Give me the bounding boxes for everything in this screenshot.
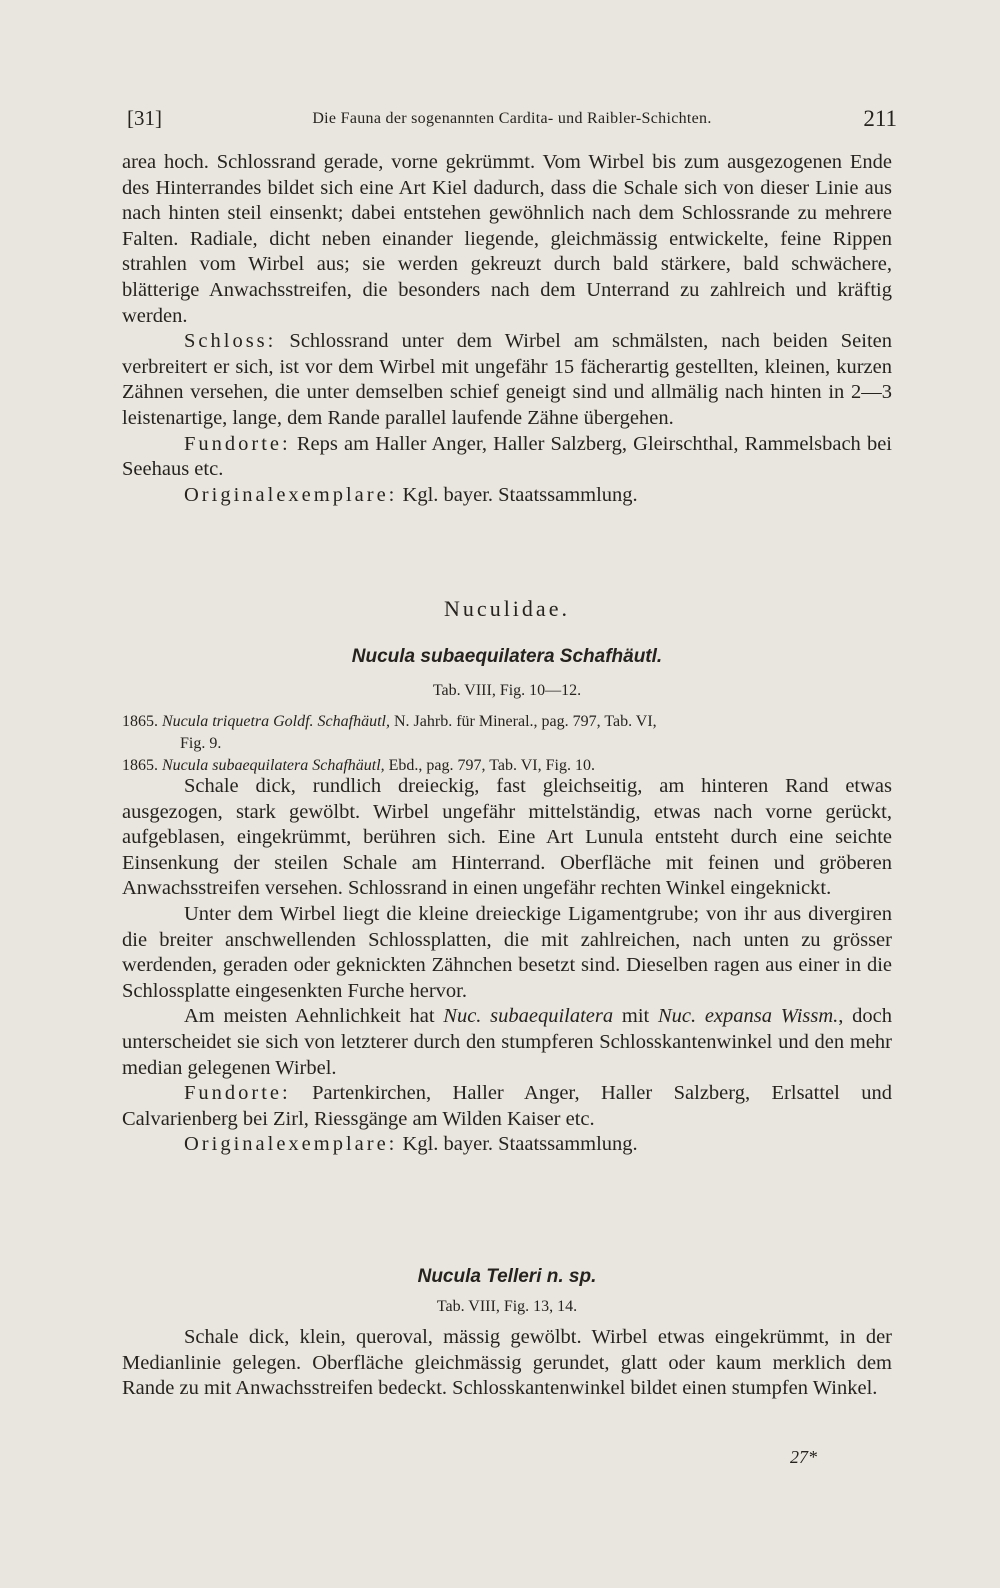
taxon-name: Nuc. expansa Wissm.	[657, 1005, 839, 1028]
paragraph-species1-hinge: Unter dem Wirbel liegt die kleine dreieckige Ligamentgrube; von ihr aus divergiren die breiter anschwellenden Schlossplatten, die mit zahlreichen, nach unten zu grösser werdenden, geraden oder geknickten Zähnchen besetzt sind. Dieselben ragen aus einer in die Schlossplatte eingesenkten Furche hervor.	[122, 902, 892, 1002]
body-text-top	[122, 150, 892, 508]
plate-reference-1: Tab. VIII, Fig. 10—12.	[432, 682, 582, 699]
text-schloss: Schlossrand unter dem Wirbel am schmälsten, nach beiden Seiten verbreitert er sich, ist vor dem Wirbel mit ungefähr 15 fächerartig gestellten, kleinen, kurzen Zähnen versehen, die unter demselben schief geneigt sind und allmälig nach hinten in 2—3 leistenartige, lange, dem Rande parallel laufende Zähne übergehen.	[122, 330, 892, 429]
synonymy-entry-2	[122, 756, 892, 776]
species-title-telleri: Nucula Telleri n. sp.	[417, 1266, 597, 1287]
paragraph-species2-description: Schale dick, klein, queroval, mässig gewölbt. Wirbel etwas eingekrümmt, in der Medianlinie gelegen. Oberfläche gleichmässig gerundet, glatt oder kaum merklich dem Rande zu mit Anwachsstreifen bedeckt. Schlosskantenwinkel bildet einen stumpfen Winkel.	[122, 1326, 892, 1400]
page-number: 211	[863, 106, 897, 131]
paragraph-species1-shell: Schale dick, rundlich dreieckig, fast gleichseitig, am hinteren Rand etwas ausgezogen, stark gewölbt. Wirbel ungefähr mittelständig, etwas nach vorne gerückt, aufgeblasen, eingekrümmt, berühren sich. Eine Art Lunula entsteht durch eine seichte Einsenkung der steilen Schale am Hinterrand. Oberfläche mit feinen und gröberen Anwachsstreifen versehen. Schlossrand in einen ungefähr rechten Winkel eingeknickt.	[122, 775, 892, 900]
paragraph-species1-originalexemplare	[122, 1132, 892, 1158]
text-originalexemplare: Kgl. bayer. Staatssammlung.	[397, 1133, 638, 1156]
paragraph-schloss	[122, 329, 892, 431]
body-text-species1	[122, 774, 892, 1158]
synonymy-year: 1865.	[122, 713, 158, 730]
printer-signature-mark: 27*	[790, 1447, 817, 1467]
label-fundorte: Fundorte:	[184, 1082, 291, 1105]
label-fundorte: Fundorte:	[184, 432, 291, 455]
comparison-text-a: Am meisten Aehnlichkeit hat	[184, 1005, 444, 1028]
paragraph-fundorte	[122, 432, 892, 483]
synonymy-entry-1	[122, 712, 892, 732]
label-originalexemplare: Originalexemplare:	[184, 1133, 398, 1156]
running-head-title: Die Fauna der sogenannten Cardita- und Raibler-Schichten.	[312, 110, 712, 127]
text-fundorte: Reps am Haller Anger, Haller Salzberg, Gleirschthal, Rammelsbach bei Seehaus etc.	[122, 432, 892, 481]
synonymy-name: Nucula triquetra Goldf. Schafhäutl,	[162, 713, 390, 730]
paragraph-species1-comparison	[122, 1004, 892, 1081]
comparison-text-c: , doch unterscheidet sie sich von letzterer durch den stumpferen Schlosskantenwinkel und den mehr median gelegenen Wirbel.	[122, 1005, 892, 1079]
synonymy-list	[122, 712, 892, 778]
synonymy-year: 1865.	[122, 757, 158, 774]
plate-reference-2: Tab. VIII, Fig. 13, 14.	[436, 1298, 578, 1315]
synonymy-reference: N. Jahrb. für Mineral., pag. 797, Tab. VI,	[390, 713, 657, 730]
body-text-species2	[122, 1325, 892, 1402]
label-schloss: Schloss:	[184, 330, 277, 353]
synonymy-reference: Ebd., pag. 797, Tab. VI, Fig. 10.	[384, 757, 595, 774]
synonymy-name: Nucula subaequilatera Schafhäutl,	[162, 757, 385, 774]
family-heading: Nuculidae.	[444, 596, 570, 621]
taxon-name: Nuc. subaequilatera	[443, 1005, 614, 1028]
species-title-subaequilatera: Nucula subaequilatera Schafhäutl.	[351, 646, 663, 667]
paragraph-originalexemplare	[122, 483, 892, 509]
comparison-text-b: mit	[613, 1005, 658, 1028]
paragraph-description-continued: area hoch. Schlossrand gerade, vorne gekrümmt. Vom Wirbel bis zum ausgezogenen Ende des Hinterrandes bildet sich eine Art Kiel dadurch, dass die Schale sich von dieser Linie aus nach hinten steil einsenkt; dabei entstehen gewöhnlich nach dem Schlossrande zu mehrere Falten. Radiale, dicht neben einander liegende, gleichmässig entwickelte, feine Rippen strahlen vom Wirbel aus; sie werden gekreuzt durch bald stärkere, bald schwächere, blätterige Anwachsstreifen, die besonders nach dem Unterrand zu zahlreich und kräftig werden.	[122, 151, 892, 327]
running-head	[127, 104, 897, 144]
synonymy-entry-1-continued: Fig. 9.	[180, 735, 222, 752]
paragraph-species1-fundorte	[122, 1081, 892, 1132]
text-originalexemplare: Kgl. bayer. Staatssammlung.	[397, 483, 638, 506]
label-originalexemplare: Originalexemplare:	[184, 483, 398, 506]
text-fundorte: Partenkirchen, Haller Anger, Haller Salzberg, Erlsattel und Calvarienberg bei Zirl, Riessgänge am Wilden Kaiser etc.	[122, 1082, 892, 1130]
page-number-bracketed: [31]	[127, 106, 162, 130]
